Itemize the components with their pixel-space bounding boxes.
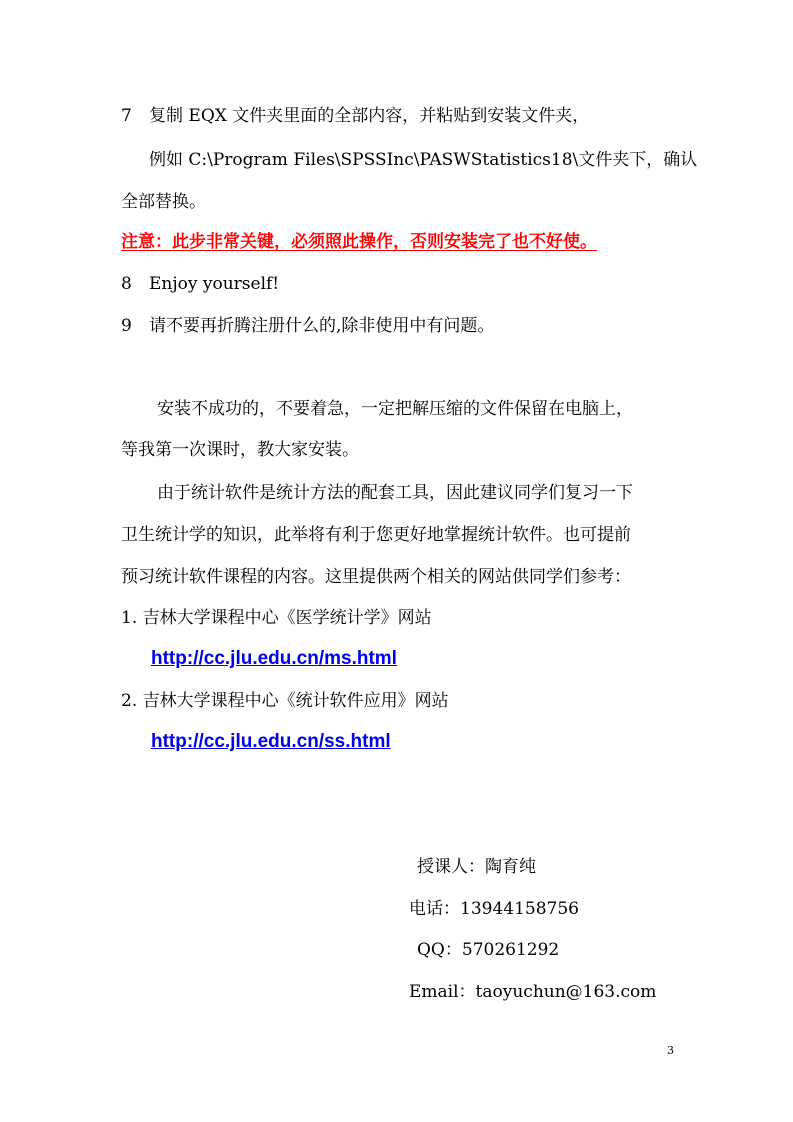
contact-qq: QQ：570261292 — [417, 940, 560, 960]
step-7 — [121, 105, 589, 127]
step-text: Enjoy yourself! — [149, 274, 280, 294]
page-number: 3 — [667, 1044, 674, 1057]
step-number: 8 — [121, 274, 132, 294]
step-7-continuation-1: 例如 C:\Program Files\SPSSInc\PASWStatistics18\文件夹下，确认 — [149, 150, 698, 170]
site-1-link[interactable]: http://cc.jlu.edu.cn/ms.html — [151, 648, 397, 669]
step-7-continuation-2: 全部替换。 — [121, 192, 206, 212]
paragraph-2-line-1: 由于统计软件是统计方法的配套工具，因此建议同学们复习一下 — [157, 483, 633, 503]
paragraph-1-line-2: 等我第一次课时，教大家安装。 — [121, 440, 359, 460]
step-9 — [121, 315, 494, 337]
site-2-label: 2. 吉林大学课程中心《统计软件应用》网站 — [121, 691, 449, 711]
step-text: 复制 EQX 文件夹里面的全部内容，并粘贴到安装文件夹， — [149, 106, 590, 126]
contact-email: Email：taoyuchun@163.com — [409, 982, 657, 1002]
site-2-link[interactable]: http://cc.jlu.edu.cn/ss.html — [151, 731, 391, 752]
paragraph-2-line-3: 预习统计软件课程的内容。这里提供两个相关的网站供同学们参考： — [121, 567, 631, 587]
site-1-link-row — [151, 648, 397, 670]
step-number: 9 — [121, 316, 132, 336]
step-number: 7 — [121, 106, 132, 126]
step-8 — [121, 273, 279, 295]
paragraph-2-line-2: 卫生统计学的知识，此举将有利于您更好地掌握统计软件。也可提前 — [121, 525, 631, 545]
paragraph-1-line-1: 安装不成功的，不要着急，一定把解压缩的文件保留在电脑上， — [157, 399, 633, 419]
step-text: 请不要再折腾注册什么的,除非使用中有问题。 — [149, 316, 495, 336]
contact-phone: 电话：13944158756 — [409, 899, 579, 919]
warning-note: 注意：此步非常关键，必须照此操作，否则安装完了也不好使。 — [121, 232, 597, 252]
site-1-label: 1. 吉林大学课程中心《医学统计学》网站 — [121, 608, 432, 628]
contact-teacher: 授课人：陶育纯 — [417, 857, 536, 877]
site-2-link-row — [151, 731, 391, 753]
